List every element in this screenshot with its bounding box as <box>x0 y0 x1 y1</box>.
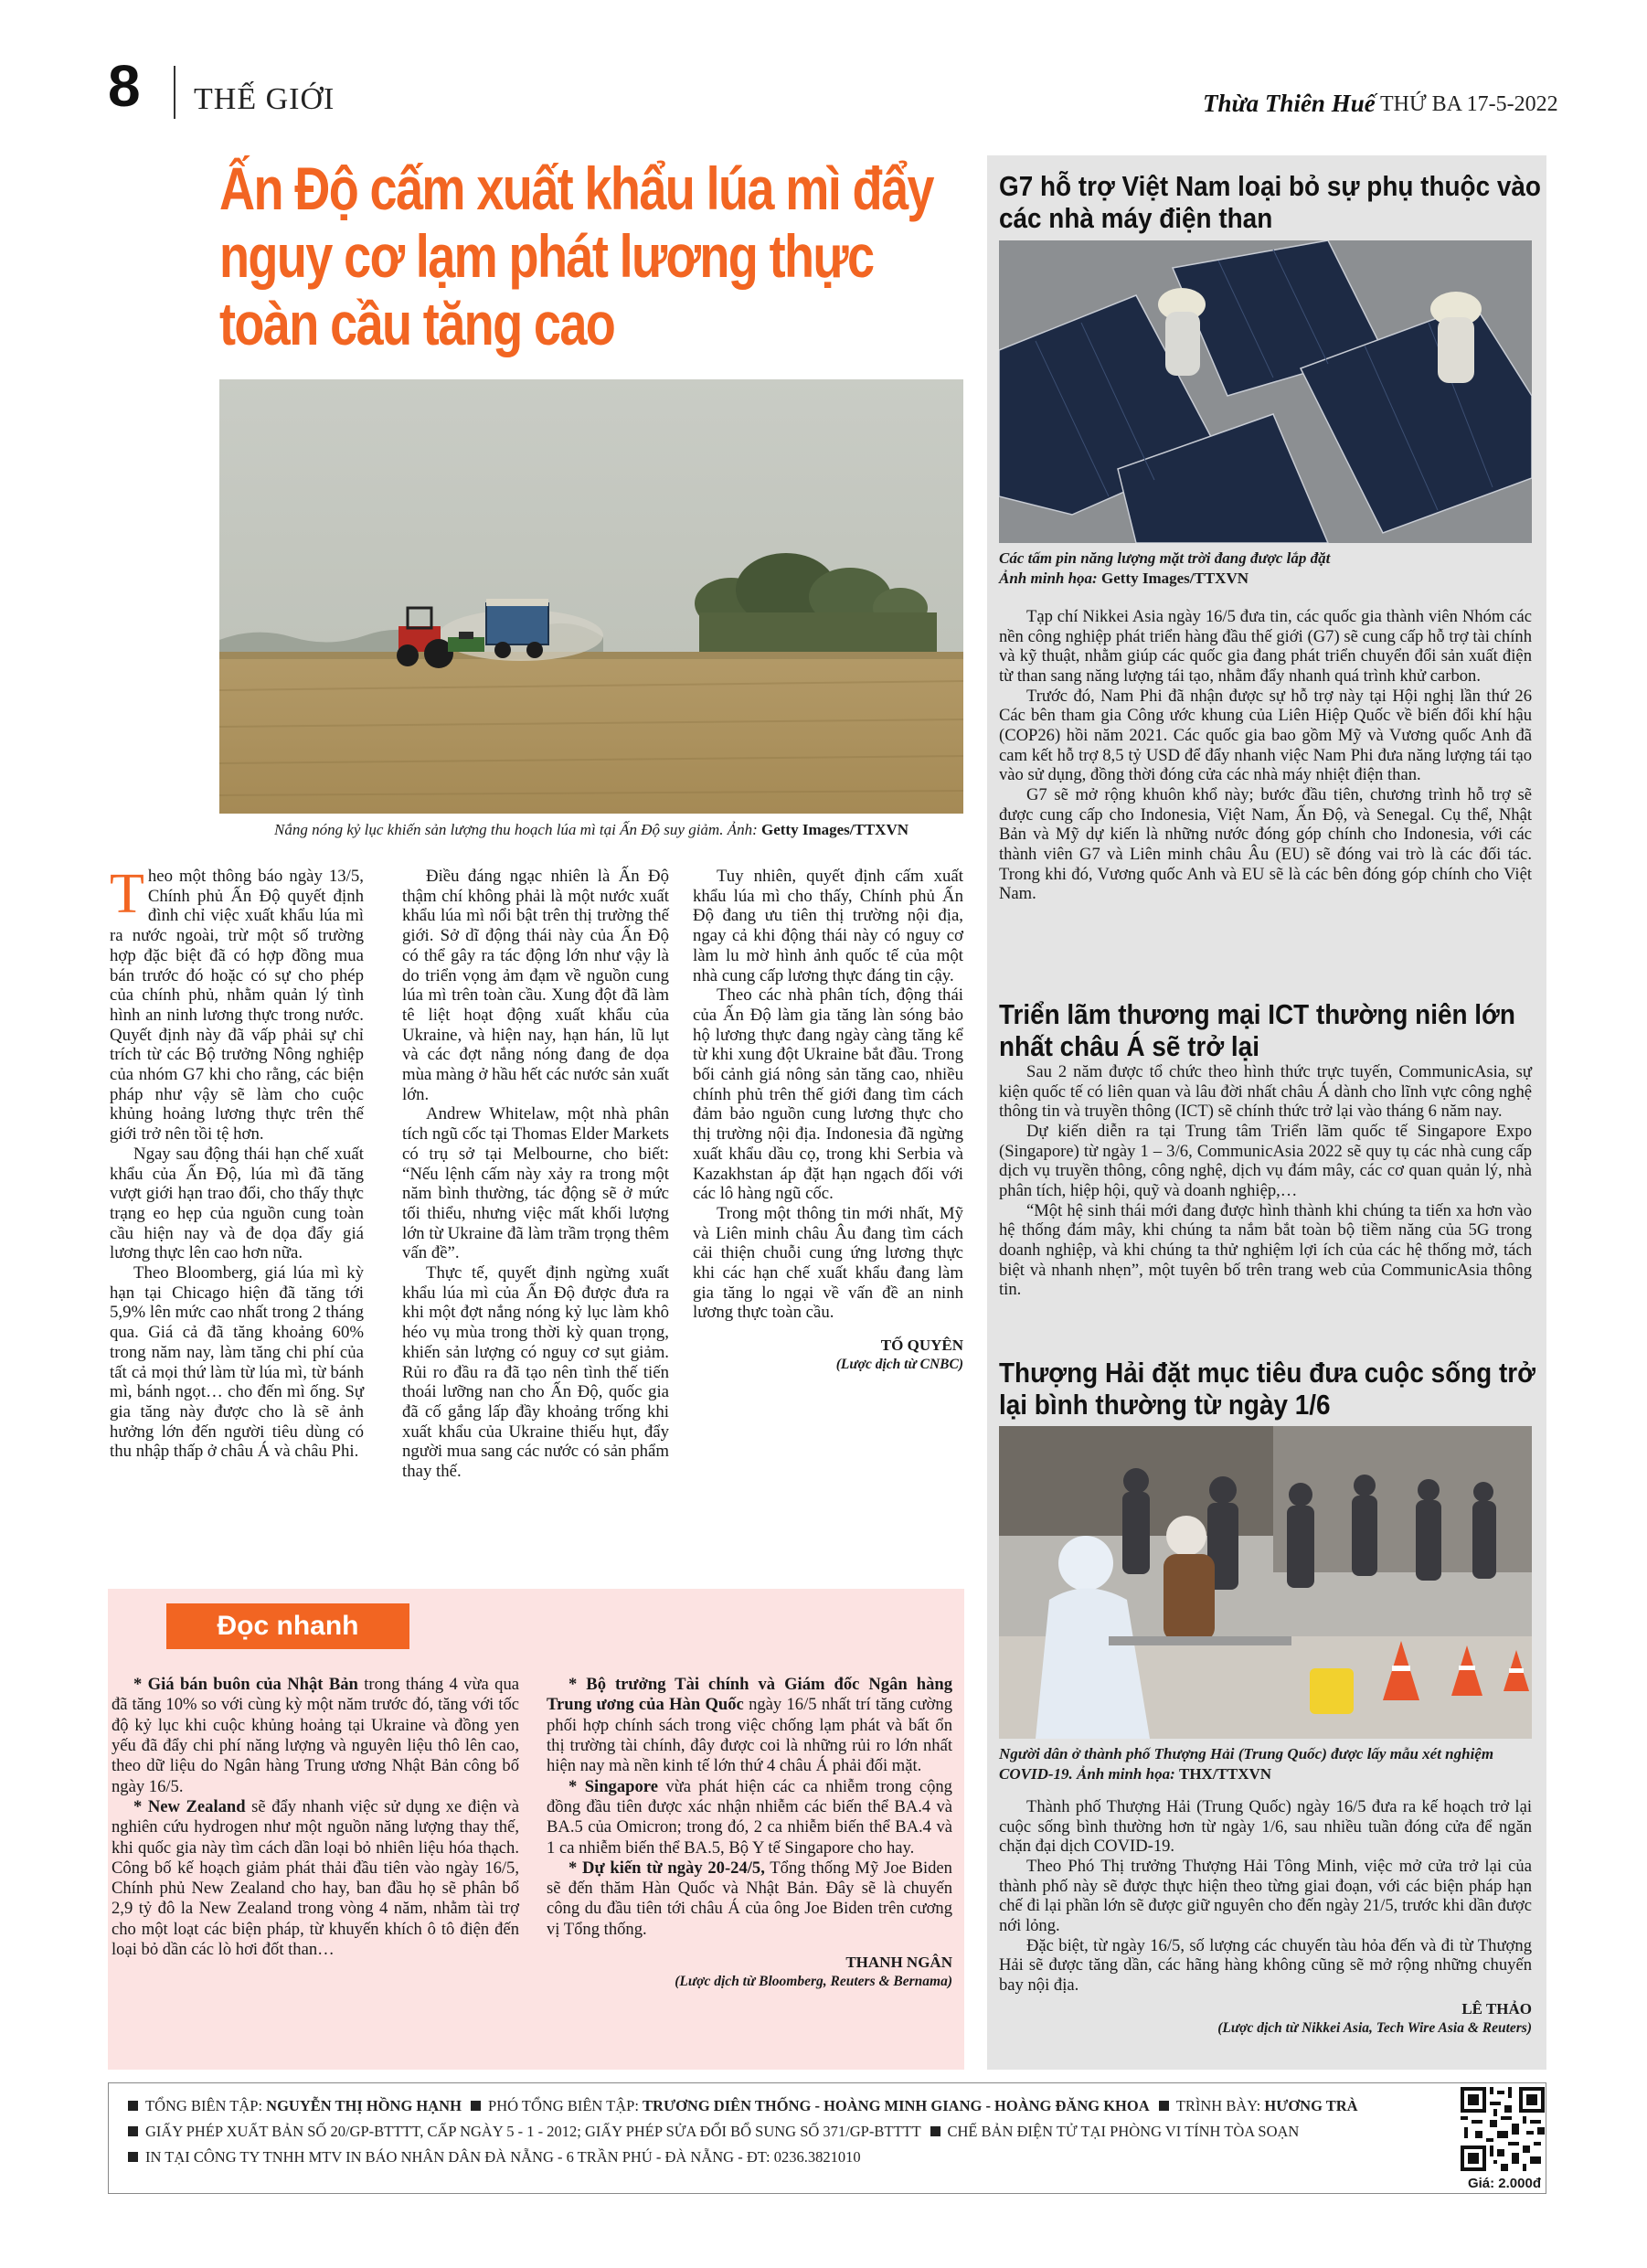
main-paragraph-2: Ngay sau động thái hạn chế xuất khẩu của Ấn Độ, lúa mì đã tăng vượt giới hạn trao đổi, cho thấy thực trạng eo hẹp của nguồn cung toàn cầu hiện nay và đe dọa đẩy giá lương thực lên cao hơn nữa. <box>110 1144 364 1263</box>
main-photo-caption <box>219 820 963 840</box>
main-column-2 <box>402 867 669 1482</box>
shanghai-paragraph-1: Thành phố Thượng Hải (Trung Quốc) ngày 16/5 đưa ra kế hoạch trở lại cuộc sống bình thường hơn từ ngày 1/6, sau nhiều tuần đóng cửa để ngăn chặn đại dịch COVID-19. <box>999 1797 1532 1857</box>
footer-editors: TỔNG BIÊN TẬP: NGUYỄN THỊ HỒNG HẠNH PHÓ TỔNG BIÊN TẬP: TRƯƠNG DIÊN THỐNG - HOÀNG MINH GIANG - HOÀNG ĐĂNG KHOA TRÌNH BÀY: HƯƠNG TRÀ <box>128 2099 1358 2114</box>
shanghai-author: LÊ THẢO <box>1461 1999 1532 2018</box>
issue-date: THỨ BA 17-5-2022 <box>1380 92 1558 116</box>
bullet-square-icon <box>471 2101 481 2111</box>
bullet-square-icon <box>128 2126 138 2136</box>
qr-code-icon <box>1461 2087 1545 2171</box>
main-author: TỐ QUYÊN <box>880 1336 963 1355</box>
shanghai-body <box>999 1797 1532 2038</box>
bullet-square-icon <box>128 2101 138 2111</box>
main-source: (Lược dịch từ CNBC) <box>835 1357 963 1373</box>
quick-source: (Lược dịch từ Bloomberg, Reuters & Bernama) <box>675 1974 952 1990</box>
shanghai-photo-caption: Người dân ở thành phố Thượng Hải (Trung Quốc) được lấy mẫu xét nghiệm COVID-19. Ảnh minh họa: THX/TTXVN <box>999 1745 1494 1784</box>
g7-body <box>999 607 1532 904</box>
bullet-square-icon <box>1159 2101 1169 2111</box>
g7-paragraph-3: G7 sẽ mở rộng khuôn khổ này; bước đầu tiên, chương trình hỗ trợ sẽ được cung cấp cho Indonesia, Việt Nam, Ấn Độ, và Senegal. Cụ thể, Nhật Bản và Mỹ dự kiến là những nước đóng góp chính cho Indonesia, với các thành viên G7 và Liên minh châu Âu (EU) sẽ đóng vai trò là các đối tác. Trong khi đó, Vương quốc Anh và EU sẽ là các bên đóng góp chính cho Việt Nam. <box>999 784 1532 904</box>
g7-paragraph-1: Tạp chí Nikkei Asia ngày 16/5 đưa tin, các quốc gia thành viên Nhóm các nền công nghiệp phát triển hàng đầu thế giới (G7) sẽ cung cấp hỗ trợ tài chính và kỹ thuật, nhằm giúp các quốc gia đang phát triển chuyển đổi sản xuất điện từ than sang năng lượng tái tạo, nhằm đẩy nhanh quá trình khử carbon. <box>999 607 1532 686</box>
solar-panel-photo <box>999 240 1532 543</box>
quick-read-label: Đọc nhanh <box>166 1603 409 1649</box>
caption-text: Nắng nóng kỷ lục khiến sản lượng thu hoạch lúa mì tại Ấn Độ suy giảm. Ảnh: <box>273 821 761 838</box>
ict-paragraph-1: Sau 2 năm được tổ chức theo hình thức trực tuyến, CommunicAsia, sự kiện quốc tế có liên quan và lâu đời nhất châu Á dành cho lĩnh vực công nghệ thông tin và truyền thông (ICT) sẽ chính thức trở lại vào tháng 6 năm nay. <box>999 1062 1532 1122</box>
quick-read-column-2 <box>547 1675 952 1991</box>
quick-item-4: * Singapore vừa phát hiện các ca nhiễm trong cộng đồng đầu tiên được xác nhận nhiễm các biến thể BA.4 và BA.5 của Omicron; trong đó, 2 ca nhiễm biến thể BA.4 và 1 ca nhiễm biến thể BA.5, Bộ Y tế Singapore cho hay. <box>547 1776 952 1858</box>
quick-item-2: * New Zealand sẽ đẩy nhanh việc sử dụng xe điện và nghiên cứu hydrogen như một nguồn năng lượng thay thế, khi quốc gia này tìm cách dần loại bỏ nhiên liệu hóa thạch. Công bố kế hoạch giảm phát thải đầu tiên vào ngày 16/5, Chính phủ New Zealand cho hay, ban đầu họ sẽ phân bổ 2,9 tỷ đô la New Zealand trong vòng 4 năm, nhằm tài trợ cho một loạt các biện pháp, từ khuyến khích ô tô điện đến loại bỏ dần các lò hơi đốt than… <box>112 1796 519 1960</box>
main-paragraph-5: Andrew Whitelaw, một nhà phân tích ngũ cốc tại Thomas Elder Markets có trụ sở tại Melbourne, cho biết: “Nếu lệnh cấm này xảy ra trong một năm bình thường, tác động sẽ ở mức tối thiểu, nhưng việc mất khối lượng lớn từ Ukraine đã làm trầm trọng thêm vấn đề”. <box>402 1104 669 1263</box>
section-name: THẾ GIỚI <box>194 82 335 116</box>
quick-item-5: * Dự kiến từ ngày 20-24/5, Tổng thống Mỹ Joe Biden sẽ đến thăm Hàn Quốc và Nhật Bản. Đây sẽ là chuyến công du đầu tiên tới châu Á của ông Joe Biden trên cương vị Tổng thống. <box>547 1858 952 1939</box>
shanghai-paragraph-3: Đặc biệt, từ ngày 16/5, số lượng các chuyến tàu hỏa đến và đi từ Thượng Hải sẽ được tăng dần, các hãng hàng không cũng sẽ mở rộng những chuyến bay nội địa. <box>999 1935 1532 1995</box>
quick-item-1: * Giá bán buôn của Nhật Bản trong tháng 4 vừa qua đã tăng 10% so với cùng kỳ một năm trước đó, tăng với tốc độ kỷ lục khi cuộc khủng hoảng tại Ukraine và đồng yen yếu đã đẩy chi phí năng lượng và nguyên liệu thô lên cao, theo dữ liệu do Ngân hàng Trung ương Nhật Bản công bố ngày 16/5. <box>112 1675 519 1796</box>
main-paragraph-1: Theo một thông báo ngày 13/5, Chính phủ Ấn Độ quyết định đình chỉ việc xuất khẩu lúa mì ra nước ngoài, trừ một số trường hợp đặc biệt đã có hợp đồng mua bán trước đó hoặc có sự cho phép của chính phủ, nhằm quản lý tình hình an ninh lương thực trong nước. Quyết định này đã vấp phải sự chỉ trích từ các Bộ trưởng Nông nghiệp của nhóm G7 khi cho rằng, các biện pháp như vậy sẽ làm cho cuộc khủng hoảng lương thực trên thế giới trở nên tồi tệ hơn. <box>110 863 364 1145</box>
main-paragraph-4: Điều đáng ngạc nhiên là Ấn Độ thậm chí không phải là một nước xuất khẩu lúa mì nổi bật trên thị trường thế giới. Sở dĩ động thái này của Ấn Độ có thể gây ra tác động lớn như vậy là do triển vọng ảm đạm về nguồn cung lúa mì trên toàn cầu. Xung đột đã làm tê liệt hoạt động xuất khẩu của Ukraine, và hiện nay, hạn hán, lũ lụt và các đợt nắng nóng đang đe dọa mùa màng ở hầu hết các nước sản xuất lớn. <box>402 867 669 1104</box>
shanghai-source: (Lược dịch từ Nikkei Asia, Tech Wire Asia & Reuters) <box>1217 2019 1532 2036</box>
paper-name: Thừa Thiên Huế <box>1203 90 1376 117</box>
covid-testing-photo <box>999 1426 1532 1739</box>
wheat-harvest-photo <box>219 379 963 814</box>
quick-read-column-1 <box>112 1675 519 1960</box>
caption-credit: Getty Images/TTXVN <box>761 821 909 838</box>
g7-paragraph-2: Trước đó, Nam Phi đã nhận được sự hỗ trợ này tại Hội nghị lần thứ 26 Các bên tham gia Công ước khung của Liên Hiệp Quốc về biến đổi khí hậu (COP26) hồi năm 2021. Các quốc gia bao gồm Mỹ và Vương quốc Anh đã cam kết hỗ trợ 8,5 tỷ USD để đẩy nhanh việc Nam Phi đưa năng lượng tái tạo vào sử dụng, đồng thời đóng cửa các nhà máy nhiệt điện than. <box>999 686 1532 785</box>
main-paragraph-6: Thực tế, quyết định ngừng xuất khẩu lúa mì của Ấn Độ được đưa ra khi một đợt nắng nóng kỷ lục làm khô héo vụ mùa trong thời kỳ quan trọng, khiến sản lượng có nguy cơ sụt giảm. Rủi ro đầu ra đã tạo nên tình thế tiến thoái lưỡng nan cho Ấn Độ, quốc gia đã cố gắng lấp đầy khoảng trống khi xuất khẩu của Ukraine thiếu hụt, đẩy người mua sang các nước có sản phẩm thay thế. <box>402 1263 669 1482</box>
main-paragraph-9: Trong một thông tin mới nhất, Mỹ và Liên minh châu Âu đang tìm cách cải thiện chuỗi cung ứng lương thực khi các hạn chế xuất khẩu đang làm gia tăng lo ngại về vấn đề an ninh lương thực toàn cầu. <box>693 1203 963 1323</box>
ict-body <box>999 1062 1532 1300</box>
ict-paragraph-2: Dự kiến diễn ra tại Trung tâm Triển lãm quốc tế Singapore Expo (Singapore) từ ngày 1 – 3/6, CommunicAsia 2022 sẽ quy tụ các nhà cung cấp dịch vụ truyền thông, công nghệ, dịch vụ đám mây, các cơ quan quản lý, nhà phân tích, hiệp hội, quỹ và doanh nghiệp,… <box>999 1121 1532 1200</box>
g7-headline: G7 hỗ trợ Việt Nam loại bỏ sự phụ thuộc vào các nhà máy điện than <box>999 170 1541 235</box>
quick-item-3: * Bộ trưởng Tài chính và Giám đốc Ngân hàng Trung ương của Hàn Quốc ngày 16/5 nhất trí tăng cường phối hợp chính sách trong việc chống lạm phát và bất ổn thị trường tài chính, đây được coi là những rủi ro lớn nhất hiện nay mà nền kinh tế lớn thứ 4 châu Á phải đối mặt. <box>547 1675 952 1776</box>
bullet-square-icon <box>128 2152 138 2162</box>
bullet-square-icon <box>930 2126 940 2136</box>
main-paragraph-3: Theo Bloomberg, giá lúa mì kỳ hạn tại Chicago hiện đã tăng tới 5,9% lên mức cao nhất trong 2 tháng qua. Giá cả đã tăng khoảng 60% trong năm nay, làm tăng chi phí của tất cả mọi thứ làm từ lúa mì, từ bánh mì, bánh ngọt… cho đến mì ống. Sự gia tăng này được cho là sẽ ảnh hưởng lớn đến người tiêu dùng có thu nhập thấp ở châu Á và châu Phi. <box>110 1263 364 1462</box>
main-column-1 <box>110 863 364 1462</box>
price-label: Giá: 2.000đ <box>1467 2176 1541 2191</box>
main-paragraph-7: Tuy nhiên, quyết định cấm xuất khẩu lúa mì cho thấy, Chính phủ Ấn Độ đang ưu tiên thị trường nội địa, ngay cả khi động thái này có nguy cơ làm lu mờ hình ảnh quốc tế của một nhà cung cấp lương thực đáng tin cậy. <box>693 867 963 985</box>
ict-headline: Triển lãm thương mại ICT thường niên lớn nhất châu Á sẽ trở lại <box>999 998 1515 1063</box>
shanghai-paragraph-2: Theo Phó Thị trưởng Thượng Hải Tông Minh, việc mở cửa trở lại của thành phố này sẽ được thực hiện theo từng giai đoạn, với các biện pháp hạn chế đi lại phần lớn sẽ được giữ nguyên cho đến ngày 21/5, trước khi dần được nới lỏng. <box>999 1856 1532 1935</box>
main-column-3 <box>693 867 963 1374</box>
main-paragraph-8: Theo các nhà phân tích, động thái của Ấn Độ làm gia tăng làn sóng bảo hộ lương thực đang ngày càng tăng kể từ khi xung đột Ukraine bắt đầu. Trong bối cảnh giá nông sản tăng cao, nhiều chính phủ trên thế giới đang tìm cách đảm bảo nguồn cung lương thực cho thị trường nội địa. Indonesia đã ngừng xuất khẩu dầu cọ, trong khi Serbia và Kazakhstan áp đặt hạn ngạch đối với các lô hàng ngũ cốc. <box>693 985 963 1204</box>
ict-paragraph-3: “Một hệ sinh thái mới đang được hình thành khi chúng ta tiến xa hơn vào hệ thống đám mây, khi chúng ta nắm bắt toàn bộ tiềm năng của 5G trong doanh nghiệp, và khi chúng ta thử nghiệm lợi ích của các hệ thống mở, tách biệt và nhanh nhẹn”, một tuyên bố trên trang web của CommunicAsia thông tin. <box>999 1200 1532 1300</box>
header-divider <box>174 66 175 119</box>
g7-photo-caption: Các tấm pin năng lượng mặt trời đang được lắp đặt Ảnh minh họa: Getty Images/TTXVN <box>999 549 1331 588</box>
quick-author: THANH NGÂN <box>845 1954 952 1972</box>
footer-license: GIẤY PHÉP XUẤT BẢN SỐ 20/GP-BTTTT, CẤP NGÀY 5 - 1 - 2012; GIẤY PHÉP SỬA ĐỔI BỔ SUNG SỐ 371/GP-BTTTT CHẾ BẢN ĐIỆN TỬ TẠI PHÒNG VI TÍNH TÒA SOẠN <box>128 2124 1299 2140</box>
page-number: 8 <box>108 53 141 119</box>
main-headline: Ấn Độ cấm xuất khẩu lúa mì đẩy nguy cơ lạm phát lương thực toàn cầu tăng cao <box>219 154 933 357</box>
drop-cap: T <box>110 863 144 925</box>
shanghai-headline: Thượng Hải đặt mục tiêu đưa cuộc sống trở lại bình thường từ ngày 1/6 <box>999 1357 1535 1421</box>
footer-printer: IN TẠI CÔNG TY TNHH MTV IN BÁO NHÂN DÂN ĐÀ NẴNG - 6 TRẦN PHÚ - ĐÀ NẴNG - ĐT: 0236.3821010 <box>128 2150 861 2166</box>
